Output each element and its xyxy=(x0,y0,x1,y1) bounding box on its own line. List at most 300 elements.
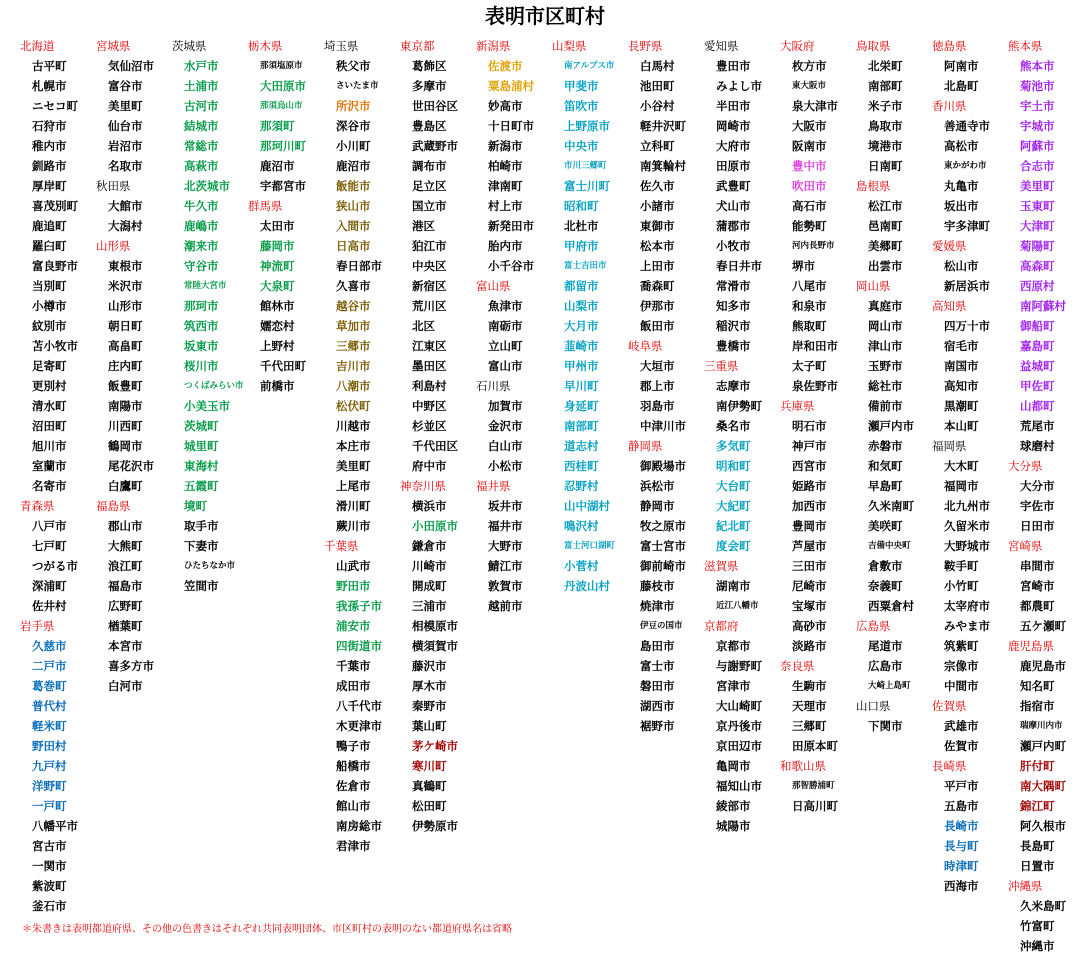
municipality-name: 古河市 xyxy=(184,99,219,113)
prefecture-label: 愛知県 xyxy=(704,39,739,53)
prefecture-label: 宮城県 xyxy=(96,39,131,53)
municipality-name: 甲斐市 xyxy=(564,79,599,93)
municipality-name: 裾野市 xyxy=(640,719,675,733)
municipality-name: 藤岡市 xyxy=(260,239,295,253)
prefecture-label: 茨城県 xyxy=(172,39,207,53)
municipality-name: 高知市 xyxy=(944,379,979,393)
prefecture-label: 埼玉県 xyxy=(324,39,359,53)
municipality-name: 合志市 xyxy=(1020,159,1055,173)
municipality-name: 総社市 xyxy=(868,379,903,393)
column-12 xyxy=(856,36,932,736)
municipality-name: 厚木市 xyxy=(412,679,447,693)
municipality-name: 焼津市 xyxy=(640,599,675,613)
prefecture-label: 鹿児島県 xyxy=(1008,639,1054,653)
municipality-name: 松伏町 xyxy=(336,399,371,413)
municipality-name: 三浦市 xyxy=(412,599,447,613)
municipality-name: 白馬村 xyxy=(640,59,675,73)
municipality-name: 九戸村 xyxy=(32,759,67,773)
municipality-name: 菊陽町 xyxy=(1020,239,1055,253)
municipality-name: 茅ケ崎市 xyxy=(412,739,458,753)
municipality-name: 横浜市 xyxy=(412,499,447,513)
municipality-name: 犬山市 xyxy=(716,199,751,213)
municipality-name: 大崎上島町 xyxy=(868,681,911,691)
municipality-name: 明和町 xyxy=(716,459,751,473)
municipality-name: 西桂町 xyxy=(564,459,599,473)
municipality-name: 道志村 xyxy=(564,439,599,453)
column-11 xyxy=(780,36,856,816)
municipality-name: 鳥取市 xyxy=(868,119,903,133)
municipality-name: 松田町 xyxy=(412,799,447,813)
municipality-name: 中央区 xyxy=(412,259,447,273)
municipality-name: 平戸市 xyxy=(944,779,979,793)
municipality-name: 鹿児島市 xyxy=(1020,659,1066,673)
column-2 xyxy=(96,36,172,696)
municipality-name: 相模原市 xyxy=(412,619,458,633)
municipality-name: 瀬戸内町 xyxy=(1020,739,1066,753)
municipality-name: 奈義町 xyxy=(868,579,903,593)
prefecture-label: 神奈川県 xyxy=(400,479,446,493)
prefecture-label: 富山県 xyxy=(476,279,511,293)
municipality-name: 佐渡市 xyxy=(488,59,523,73)
municipality-name: 富士宮市 xyxy=(640,539,686,553)
municipality-name: 厚岸町 xyxy=(32,179,67,193)
municipality-name: 大館市 xyxy=(108,199,143,213)
prefecture-label: 長野県 xyxy=(628,39,663,53)
municipality-name: 和気町 xyxy=(868,459,903,473)
municipality-name: 結城市 xyxy=(184,119,219,133)
prefecture-label: 沖縄県 xyxy=(1008,879,1043,893)
municipality-name: 小谷村 xyxy=(640,99,675,113)
municipality-name: 札幌市 xyxy=(32,79,67,93)
column-14 xyxy=(1008,36,1084,956)
municipality-name: 度会町 xyxy=(716,539,751,553)
municipality-name: 神戸市 xyxy=(792,439,827,453)
municipality-name: 藤沢市 xyxy=(412,659,447,673)
municipality-name: 春日部市 xyxy=(336,259,382,273)
municipality-name: 明石市 xyxy=(792,419,827,433)
municipality-name: 三田市 xyxy=(792,559,827,573)
municipality-name: 八千代市 xyxy=(336,699,382,713)
municipality-name: 能勢町 xyxy=(792,219,827,233)
municipality-name: 常滑市 xyxy=(716,279,751,293)
municipality-name: 知名町 xyxy=(1020,679,1055,693)
municipality-name: 加西市 xyxy=(792,499,827,513)
page-title: 表明市区町村 xyxy=(485,4,605,28)
municipality-name: 葛巻町 xyxy=(32,679,67,693)
municipality-name: 米子市 xyxy=(868,99,903,113)
municipality-name: 杉並区 xyxy=(412,419,447,433)
municipality-name: 豊中市 xyxy=(792,159,827,173)
municipality-name: 京丹後市 xyxy=(716,719,762,733)
municipality-name: 船橋市 xyxy=(336,759,371,773)
municipality-name: 苫小牧市 xyxy=(32,339,78,353)
municipality-name: 喜多方市 xyxy=(108,659,154,673)
prefecture-label: 長崎県 xyxy=(932,759,967,773)
municipality-name: 西粟倉村 xyxy=(868,599,914,613)
municipality-name: 笠間市 xyxy=(184,579,219,593)
municipality-name: 北栄町 xyxy=(868,59,903,73)
municipality-name: 与謝野町 xyxy=(716,659,762,673)
municipality-name: 大分市 xyxy=(1020,479,1055,493)
municipality-name: 南砺市 xyxy=(488,319,523,333)
municipality-name: 高石市 xyxy=(792,199,827,213)
prefecture-label: 山口県 xyxy=(856,699,891,713)
municipality-name: 志摩市 xyxy=(716,379,751,393)
municipality-name: 倉敷市 xyxy=(868,559,903,573)
municipality-name: 大山崎町 xyxy=(716,699,762,713)
municipality-name: 気仙沼市 xyxy=(108,59,154,73)
municipality-name: 利島村 xyxy=(412,379,447,393)
municipality-name: 邑南町 xyxy=(868,219,903,233)
column-1 xyxy=(20,36,96,916)
municipality-name: 備前市 xyxy=(868,399,903,413)
municipality-name: 御前崎市 xyxy=(640,559,686,573)
prefecture-label: 秋田県 xyxy=(96,179,131,193)
municipality-name: 本宮市 xyxy=(108,639,143,653)
prefecture-label: 和歌山県 xyxy=(780,759,826,773)
municipality-name: 名寄市 xyxy=(32,479,67,493)
municipality-name: 立山町 xyxy=(488,339,523,353)
municipality-name: 鶴岡市 xyxy=(108,439,143,453)
municipality-name: 野田市 xyxy=(336,579,371,593)
prefecture-label: 大阪府 xyxy=(780,39,815,53)
municipality-name: 広野町 xyxy=(108,599,143,613)
municipality-name: 墨田区 xyxy=(412,359,447,373)
municipality-name: 南房総市 xyxy=(336,819,382,833)
municipality-name: 城陽市 xyxy=(716,819,751,833)
municipality-name: 深谷市 xyxy=(336,119,371,133)
municipality-name: 松本市 xyxy=(640,239,675,253)
municipality-name: 東かがわ市 xyxy=(944,161,987,171)
municipality-name: 忍野村 xyxy=(564,479,599,493)
column-8 xyxy=(552,36,628,596)
municipality-name: 泉佐野市 xyxy=(792,379,838,393)
municipality-name: 津山市 xyxy=(868,339,903,353)
municipality-name: 多気町 xyxy=(716,439,751,453)
municipality-name: 那須塩原市 xyxy=(260,61,303,71)
municipality-name: 魚津市 xyxy=(488,299,523,313)
municipality-name: 白鷹町 xyxy=(108,479,143,493)
municipality-name: 豊橋市 xyxy=(716,339,751,353)
prefecture-label: 熊本県 xyxy=(1008,39,1043,53)
municipality-name: 早島町 xyxy=(868,479,903,493)
municipality-name: 境町 xyxy=(184,499,207,513)
municipality-name: 綾部市 xyxy=(716,799,751,813)
municipality-name: 郡山市 xyxy=(108,519,143,533)
municipality-name: 宇城市 xyxy=(1020,119,1055,133)
prefecture-label: 福岡県 xyxy=(932,439,967,453)
municipality-name: 時津町 xyxy=(944,859,979,873)
municipality-name: 黒潮町 xyxy=(944,399,979,413)
municipality-name: 熊本市 xyxy=(1020,59,1055,73)
municipality-name: 宗像市 xyxy=(944,659,979,673)
prefecture-label: 大分県 xyxy=(1008,459,1043,473)
municipality-name: 宇多津町 xyxy=(944,219,990,233)
municipality-name: 小田原市 xyxy=(412,519,458,533)
municipality-name: 中央市 xyxy=(564,139,599,153)
municipality-name: 山形市 xyxy=(108,299,143,313)
municipality-name: 普代村 xyxy=(32,699,67,713)
municipality-name: 室蘭市 xyxy=(32,459,67,473)
municipality-name: 南大隅町 xyxy=(1020,779,1066,793)
municipality-name: 本庄市 xyxy=(336,439,371,453)
municipality-name: 武豊町 xyxy=(716,179,751,193)
municipality-name: 江東区 xyxy=(412,339,447,353)
municipality-name: 嬬恋村 xyxy=(260,319,295,333)
municipality-name: 丹波山村 xyxy=(564,579,610,593)
municipality-name: 東根市 xyxy=(108,259,143,273)
municipality-name: 足立区 xyxy=(412,179,447,193)
municipality-name: 紀北町 xyxy=(716,519,751,533)
municipality-name: 美里町 xyxy=(336,459,371,473)
municipality-name: 川西町 xyxy=(108,419,143,433)
prefecture-label: 山形県 xyxy=(96,239,131,253)
municipality-name: 指宿市 xyxy=(1020,699,1055,713)
prefecture-label: 石川県 xyxy=(476,379,511,393)
municipality-name: 富山市 xyxy=(488,359,523,373)
municipality-name: 新居浜市 xyxy=(944,279,990,293)
municipality-name: 坂東市 xyxy=(184,339,219,353)
municipality-name: 宮津市 xyxy=(716,679,751,693)
municipality-name: 湖南市 xyxy=(716,579,751,593)
municipality-name: 神流町 xyxy=(260,259,295,273)
municipality-name: 千葉市 xyxy=(336,659,371,673)
municipality-name: 北茨城市 xyxy=(184,179,230,193)
prefecture-label: 福島県 xyxy=(96,499,131,513)
municipality-name: 蒲郡市 xyxy=(716,219,751,233)
municipality-name: 山武市 xyxy=(336,559,371,573)
prefecture-label: 東京都 xyxy=(400,39,435,53)
municipality-name: 三郷町 xyxy=(792,719,827,733)
municipality-name: 立科町 xyxy=(640,139,675,153)
prefecture-label: 北海道 xyxy=(20,39,55,53)
municipality-name: 葉山町 xyxy=(412,719,447,733)
municipality-name: 伊豆の国市 xyxy=(640,621,683,631)
municipality-name: 南部町 xyxy=(564,419,599,433)
municipality-name: 島田市 xyxy=(640,639,675,653)
municipality-name: 富士川町 xyxy=(564,179,610,193)
municipality-name: 宮古市 xyxy=(32,839,67,853)
municipality-name: 赤磐市 xyxy=(868,439,903,453)
municipality-name: 熊取町 xyxy=(792,319,827,333)
prefecture-label: 栃木県 xyxy=(248,39,283,53)
municipality-name: 北島町 xyxy=(944,79,979,93)
municipality-name: 四街道市 xyxy=(336,639,382,653)
municipality-name: 釜石市 xyxy=(32,899,67,913)
municipality-name: 堺市 xyxy=(792,259,815,273)
municipality-name: 北九州市 xyxy=(944,499,990,513)
municipality-name: みよし市 xyxy=(716,79,762,93)
municipality-name: 春日井市 xyxy=(716,259,762,273)
municipality-name: 草加市 xyxy=(336,319,371,333)
municipality-name: 芦屋市 xyxy=(792,539,827,553)
municipality-name: 館山市 xyxy=(336,799,371,813)
municipality-name: 善通寺市 xyxy=(944,119,990,133)
column-7 xyxy=(476,36,552,616)
prefecture-label: 奈良県 xyxy=(780,659,815,673)
prefecture-label: 鳥取県 xyxy=(856,39,891,53)
municipality-name: 福島市 xyxy=(108,579,143,593)
municipality-name: 横須賀市 xyxy=(412,639,458,653)
municipality-name: 荒川区 xyxy=(412,299,447,313)
municipality-name: 浪江町 xyxy=(108,559,143,573)
municipality-name: 粟島浦村 xyxy=(488,79,534,93)
prefecture-label: 滋賀県 xyxy=(704,559,739,573)
municipality-name: 甲佐町 xyxy=(1020,379,1055,393)
prefecture-label: 青森県 xyxy=(20,499,55,513)
municipality-name: 調布市 xyxy=(412,159,447,173)
municipality-name: 出雲市 xyxy=(868,259,903,273)
municipality-name: 君津市 xyxy=(336,839,371,853)
municipality-name: 大津町 xyxy=(1020,219,1055,233)
municipality-name: 我孫子市 xyxy=(336,599,382,613)
municipality-name: 市川三郷町 xyxy=(564,161,607,171)
municipality-name: 田原本町 xyxy=(792,739,838,753)
municipality-name: 都留市 xyxy=(564,279,599,293)
municipality-name: 大木町 xyxy=(944,459,979,473)
municipality-name: 美咲町 xyxy=(868,519,903,533)
municipality-name: 白河市 xyxy=(108,679,143,693)
municipality-name: 小諸市 xyxy=(640,199,675,213)
municipality-name: 中津川市 xyxy=(640,419,686,433)
municipality-name: 港区 xyxy=(412,219,435,233)
municipality-name: ひたちなか市 xyxy=(184,561,236,571)
municipality-name: 越前市 xyxy=(488,599,523,613)
municipality-name: 富士河口湖町 xyxy=(564,541,616,551)
municipality-name: 八戸市 xyxy=(32,519,67,533)
prefecture-label: 香川県 xyxy=(932,99,967,113)
prefecture-label: 山梨県 xyxy=(552,39,587,53)
municipality-name: 南国市 xyxy=(944,359,979,373)
municipality-name: 阿南市 xyxy=(944,59,979,73)
municipality-name: 四万十市 xyxy=(944,319,990,333)
municipality-name: 筑紫町 xyxy=(944,639,979,653)
municipality-name: 小美玉市 xyxy=(184,399,230,413)
municipality-name: 宮崎市 xyxy=(1020,579,1055,593)
municipality-name: 広島市 xyxy=(868,659,903,673)
municipality-name: 鴨子市 xyxy=(336,739,371,753)
municipality-name: 松山市 xyxy=(944,259,979,273)
prefecture-label: 岡山県 xyxy=(856,279,891,293)
municipality-name: つがる市 xyxy=(32,559,78,573)
municipality-name: 小千谷市 xyxy=(488,259,534,273)
municipality-name: 水戸市 xyxy=(184,59,219,73)
municipality-name: 尼崎市 xyxy=(792,579,827,593)
municipality-name: 鹿追町 xyxy=(32,219,67,233)
municipality-name: 京都市 xyxy=(716,639,751,653)
municipality-name: 羽島市 xyxy=(640,399,675,413)
municipality-name: 富士吉田市 xyxy=(564,261,607,271)
municipality-name: 静岡市 xyxy=(640,499,675,513)
municipality-name: 那智勝浦町 xyxy=(792,781,835,791)
municipality-name: 笛吹市 xyxy=(564,99,599,113)
municipality-name: 甲州市 xyxy=(564,359,599,373)
municipality-name: 新発田市 xyxy=(488,219,534,233)
municipality-name: 玉野市 xyxy=(868,359,903,373)
municipality-name: 野田村 xyxy=(32,739,67,753)
municipality-name: 那須町 xyxy=(260,119,295,133)
municipality-name: 足寄町 xyxy=(32,359,67,373)
municipality-name: 加賀市 xyxy=(488,399,523,413)
municipality-name: 大野城市 xyxy=(944,539,990,553)
municipality-name: 阪南市 xyxy=(792,139,827,153)
prefecture-label: 徳島県 xyxy=(932,39,967,53)
prefecture-label: 岐阜県 xyxy=(628,339,663,353)
municipality-name: 八幡平市 xyxy=(32,819,78,833)
municipality-name: 上尾市 xyxy=(336,479,371,493)
municipality-name: さいたま市 xyxy=(336,81,379,91)
municipality-name: 坂出市 xyxy=(944,199,979,213)
municipality-name: 滑川町 xyxy=(336,499,371,513)
municipality-name: 伊那市 xyxy=(640,299,675,313)
municipality-name: 軽米町 xyxy=(32,719,67,733)
municipality-name: 当別町 xyxy=(32,279,67,293)
municipality-name: 竹富町 xyxy=(1020,919,1055,933)
municipality-name: 羅臼町 xyxy=(32,239,67,253)
municipality-name: 小菅村 xyxy=(564,559,599,573)
municipality-name: 田原市 xyxy=(716,159,751,173)
municipality-name: 大紀町 xyxy=(716,499,751,513)
municipality-name: 三郷市 xyxy=(336,339,371,353)
municipality-name: 南箕輪村 xyxy=(640,159,686,173)
municipality-name: 嘉島町 xyxy=(1020,339,1055,353)
municipality-name: 富士市 xyxy=(640,659,675,673)
municipality-name: 大野市 xyxy=(488,539,523,553)
municipality-name: 早川町 xyxy=(564,379,599,393)
prefecture-label: 兵庫県 xyxy=(780,399,815,413)
municipality-name: 池田町 xyxy=(640,79,675,93)
municipality-name: 千代田区 xyxy=(412,439,458,453)
prefecture-label: 広島県 xyxy=(856,619,891,633)
municipality-name: 武蔵野市 xyxy=(412,139,458,153)
prefecture-label: 三重県 xyxy=(704,359,739,373)
municipality-name: 南アルプス市 xyxy=(564,61,615,71)
column-9 xyxy=(628,36,704,736)
prefecture-label: 群馬県 xyxy=(248,199,283,213)
municipality-name: 藤枝市 xyxy=(640,579,675,593)
municipality-name: 大月市 xyxy=(564,319,599,333)
municipality-name: 釧路市 xyxy=(32,159,67,173)
municipality-name: 古平町 xyxy=(32,59,67,73)
municipality-name: 五島市 xyxy=(944,799,979,813)
prefecture-label: 佐賀県 xyxy=(932,699,967,713)
municipality-name: 佐賀市 xyxy=(944,739,979,753)
municipality-name: 吉備中央町 xyxy=(868,541,911,551)
municipality-name: 瀬戸内市 xyxy=(868,419,914,433)
municipality-name: 大府市 xyxy=(716,139,751,153)
municipality-name: 浜松市 xyxy=(640,479,675,493)
municipality-name: 南阿蘇村 xyxy=(1020,299,1066,313)
municipality-name: 長島町 xyxy=(1020,839,1055,853)
municipality-name: 姫路市 xyxy=(792,479,827,493)
municipality-name: 越谷市 xyxy=(336,299,371,313)
municipality-name: 福知山市 xyxy=(716,779,762,793)
municipality-name: 八潮市 xyxy=(336,379,371,393)
municipality-name: 八尾市 xyxy=(792,279,827,293)
municipality-name: 桜川市 xyxy=(184,359,219,373)
municipality-name: 大阪市 xyxy=(792,119,827,133)
municipality-name: 茨城町 xyxy=(184,419,219,433)
municipality-name: 紫波町 xyxy=(32,879,67,893)
municipality-name: 東大阪市 xyxy=(792,81,827,91)
prefecture-label: 宮崎県 xyxy=(1008,539,1043,553)
municipality-name: 大台町 xyxy=(716,479,751,493)
municipality-name: 館林市 xyxy=(260,299,295,313)
municipality-name: 太子町 xyxy=(792,359,827,373)
municipality-name: 木更津市 xyxy=(336,719,382,733)
municipality-name: 鹿嶋市 xyxy=(184,219,219,233)
municipality-name: 那珂川町 xyxy=(260,139,306,153)
